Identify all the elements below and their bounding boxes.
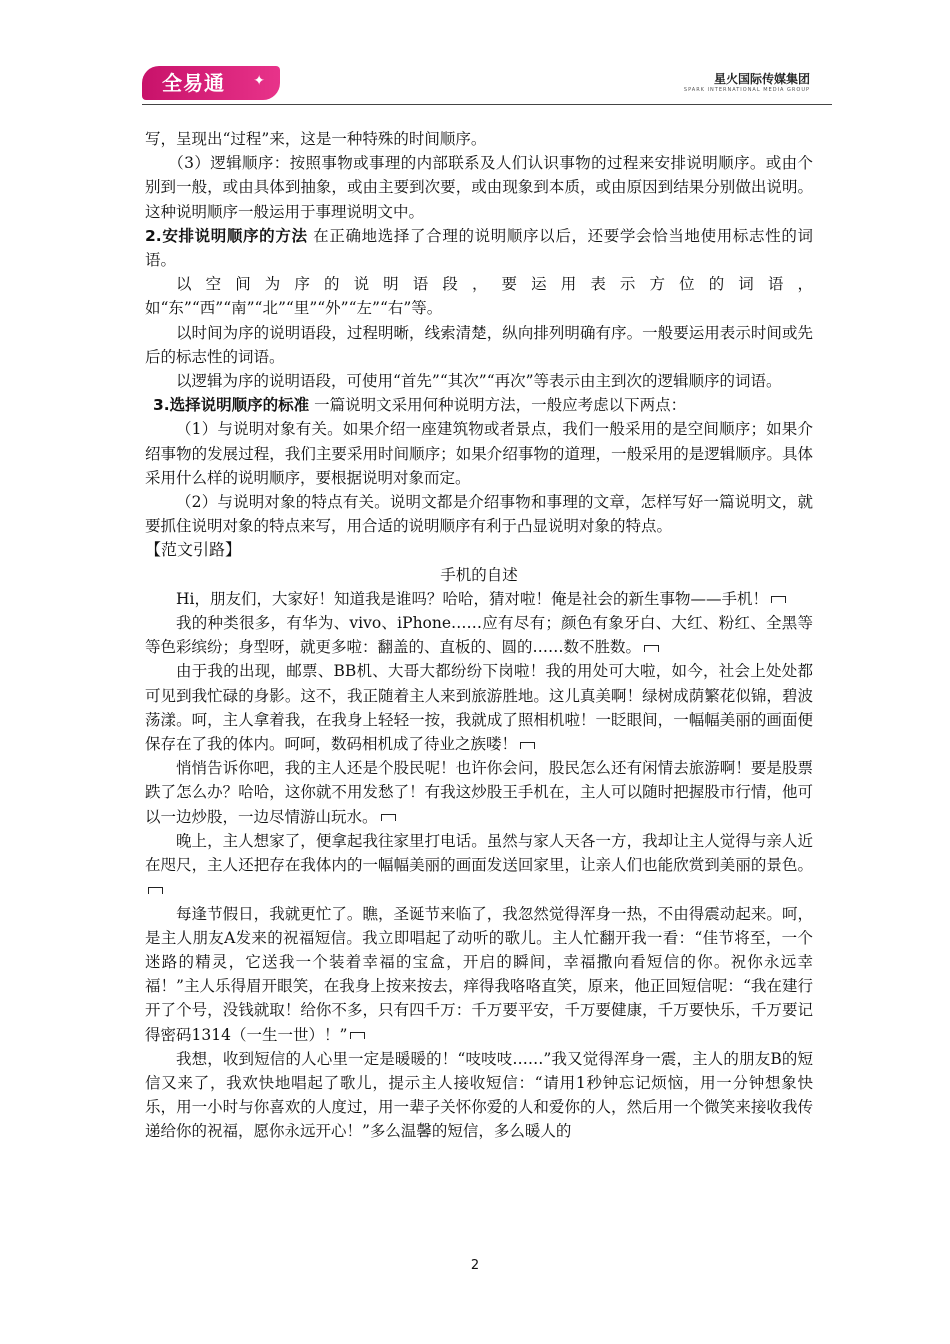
edit-mark-icon [771, 596, 786, 603]
paragraph [145, 611, 813, 659]
paragraph [145, 587, 813, 611]
paragraph: 以时间为序的说明语段，过程明晰，线索清楚，纵向排列明确有序。一般要运用表示时间或先后的标志性的词语。 [145, 323, 813, 366]
document-body [145, 127, 813, 1144]
company-name-en: SPARK INTERNATIONAL MEDIA GROUP [683, 87, 810, 93]
paragraph-text: 在正确地选择了合理的说明顺序以后，还要学会恰当地使用标志性的词语。 [145, 226, 813, 270]
paragraph [145, 902, 813, 1047]
section-label: 【范文引路】 [145, 540, 242, 560]
paragraph [145, 756, 813, 829]
paragraph [145, 393, 813, 417]
logo-text: 全易通 [162, 71, 225, 95]
company-name-cn: 星火国际传媒集团 [713, 72, 810, 86]
essay-title: 手机的自述 [440, 565, 518, 584]
paragraph-text: 一篇说明文采用何种说明方法，一般应考虑以下两点： [309, 396, 687, 415]
logo [142, 66, 280, 100]
edit-mark-icon [520, 742, 535, 749]
paragraph-text: 我的种类很多，有华为、vivo、iPhone……应有尽有；颜色有象牙白、大红、粉红、全黑等等色彩缤纷；身型呀，就更多啦：翻盖的、直板的、圆的……数不胜数。 [145, 614, 813, 657]
edit-mark-icon [148, 887, 163, 894]
company-brand [684, 70, 810, 93]
logo-star-icon: ✦ [253, 73, 266, 89]
paragraph: 以逻辑为序的说明语段，可使用“首先”“其次”“再次”等表示由主到次的逻辑顺序的词语。 [176, 372, 782, 391]
paragraph [145, 224, 813, 272]
edit-mark-icon [350, 1032, 365, 1039]
paragraph: （3）逻辑顺序：按照事物或事理的内部联系及人们认识事物的过程来安排说明顺序。或由个别到一般，或由具体到抽象，或由主要到次要，或由现象到本质，或由原因到结果分别做出说明。这种说明顺序一般运用于事理说明文中。 [145, 154, 813, 221]
paragraph: 写，呈现出“过程”来，这是一种特殊的时间顺序。 [145, 130, 487, 148]
paragraph-text: 悄悄告诉你吧，我的主人还是个股民呢！也许你会问，股民怎么还有闲情去旅游啊！要是股票跌了怎么办？哈哈，这你就不用发愁了！有我这炒股王手机在，主人可以随时把握股市行情，他可以一边炒股，一边尽情游山玩水。 [145, 759, 813, 826]
edit-mark-icon [644, 645, 659, 652]
paragraph: （2）与说明对象的特点有关。说明文都是介绍事物和事理的文章，怎样写好一篇说明文，就要抓住说明对象的特点来写，用合适的说明顺序有利于凸显说明对象的特点。 [145, 493, 813, 536]
paragraph-text: 晚上，主人想家了，便拿起我往家里打电话。虽然与家人天各一方，我却让主人觉得与亲人近在咫尺，主人还把存在我体内的一幅幅美丽的画面发送回家里，让亲人们也能欣赏到美丽的景色。 [145, 831, 813, 875]
page-number: 2 [470, 1258, 480, 1273]
paragraph-text: 每逢节假日，我就更忙了。瞧，圣诞节来临了，我忽然觉得浑身一热，不由得震动起来。呵，是主人朋友A发来的祝福短信。我立即唱起了动听的歌儿。主人忙翻开我一看：“佳节将至，一个迷路的精灵，它送我一个装着幸福的宝盒，开启的瞬间，幸福撒向看短信的你。祝你永远幸福！”主人乐得眉开眼笑，在我身上按来按去，痒得我咯咯直笑，原来，他正回短信呢：“我在建行开了个号，没钱就取！给你不多，只有四千万：千万要平安，千万要健康，千万要快乐，千万要记得密码1314（一生一世）！” [145, 904, 813, 1044]
edit-mark-icon [381, 814, 396, 821]
section-heading: 3.选择说明顺序的标准 [153, 396, 310, 415]
header-divider [142, 104, 832, 105]
paragraph: 我想，收到短信的人心里一定是暖暖的！“吱吱吱……”我又觉得浑身一震，主人的朋友B的短信又来了，我欢快地唱起了歌儿，提示主人接收短信：“请用1秒钟忘记烦恼，用一分钟想象快乐，用一小时与你喜欢的人度过，用一辈子关怀你爱的人和爱你的人，然后用一个微笑来接收我传递给你的祝福，愿你永远开心！”多么温馨的短信，多么暖人的 [145, 1049, 813, 1141]
paragraph: （1）与说明对象有关。如果介绍一座建筑物或者景点，我们一般采用的是空间顺序；如果介绍事物的发展过程，我们主要采用时间顺序；如果介绍事物的道理，一般采用的是逻辑顺序。具体采用什么样的说明顺序，要根据说明对象而定。 [145, 420, 813, 487]
section-heading: 2.安排说明顺序的方法 [145, 226, 308, 245]
paragraph: 以空间为序的说明语段，要运用表示方位的词语，如“东”“西”“南”“北”“里”“外”“左”“右”等。 [145, 275, 813, 318]
paragraph-text: Hi，朋友们，大家好！知道我是谁吗？哈哈，猜对啦！俺是社会的新生事物——手机！ [176, 589, 768, 608]
paragraph [145, 829, 813, 902]
paragraph-text: 由于我的出现，邮票、BB机、大哥大都纷纷下岗啦！我的用处可大啦，如今，社会上处处都可见到我忙碌的身影。这不，我正随着主人来到旅游胜地。这儿真美啊！绿树成荫繁花似锦，碧波荡漾。呵，主人拿着我，在我身上轻轻一按，我就成了照相机啦！一眨眼间，一幅幅美丽的画面便保存在了我的体内。呵呵，数码相机成了待业之族喽！ [145, 662, 813, 754]
paragraph [145, 659, 813, 756]
